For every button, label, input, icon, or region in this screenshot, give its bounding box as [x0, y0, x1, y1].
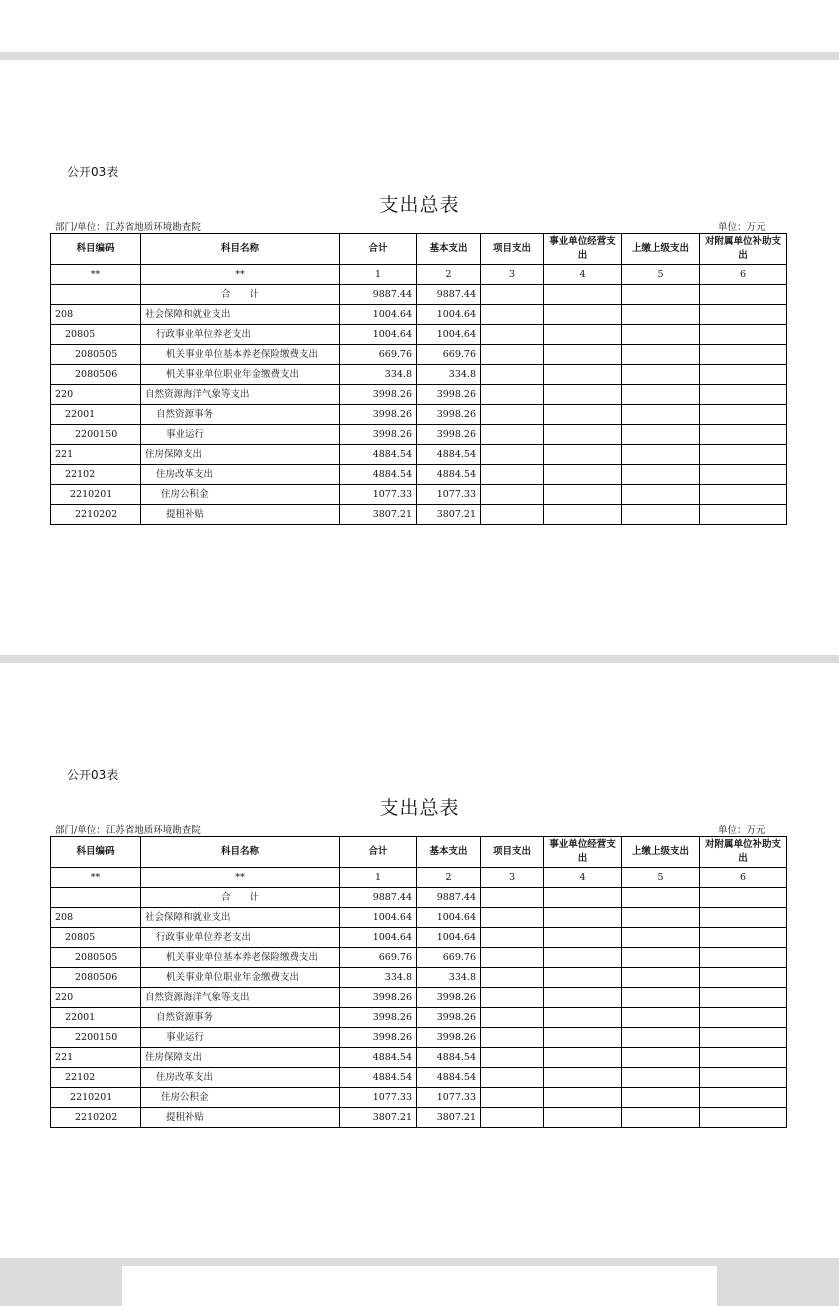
- table-row: [51, 465, 787, 485]
- code-cell: 2210201: [51, 485, 141, 505]
- code-cell: 2210202: [51, 1108, 141, 1128]
- table-row: [51, 908, 787, 928]
- code-cell: 221: [51, 1048, 141, 1068]
- department-label: 部门/单位：江苏省地质环境勘查院: [55, 222, 201, 233]
- empty-cell: [700, 305, 787, 325]
- page-title: 支出总表: [379, 797, 460, 819]
- empty-cell: [700, 1088, 787, 1108]
- form-label: 公开03表: [67, 768, 119, 782]
- total-cell: 9887.44: [340, 285, 417, 305]
- empty-cell: [544, 1008, 622, 1028]
- basic-cell: 3998.26: [417, 1008, 481, 1028]
- header-cell: 事业单位经营支出: [544, 234, 622, 265]
- name-cell: 住房保障支出: [141, 1048, 340, 1068]
- index-cell: 2: [417, 265, 481, 285]
- basic-cell: 334.8: [417, 968, 481, 988]
- document-page-2: [0, 663, 839, 1258]
- total-cell: 669.76: [340, 345, 417, 365]
- empty-cell: [544, 948, 622, 968]
- total-cell: 3807.21: [340, 505, 417, 525]
- empty-cell: [481, 928, 544, 948]
- empty-cell: [622, 1068, 700, 1088]
- total-cell: 1004.64: [340, 305, 417, 325]
- total-cell: 4884.54: [340, 465, 417, 485]
- index-cell: 3: [481, 265, 544, 285]
- empty-cell: [700, 948, 787, 968]
- name-cell: 自然资源海洋气象等支出: [141, 385, 340, 405]
- name-cell: 事业运行: [141, 425, 340, 445]
- empty-cell: [622, 285, 700, 305]
- empty-cell: [544, 365, 622, 385]
- code-cell: [51, 285, 141, 305]
- document-page-1: [0, 60, 839, 655]
- index-cell: 1: [340, 868, 417, 888]
- header-cell: 上缴上级支出: [622, 837, 700, 868]
- name-cell: 提租补贴: [141, 1108, 340, 1128]
- basic-cell: 3998.26: [417, 425, 481, 445]
- table-row: [51, 385, 787, 405]
- table-row: [51, 1048, 787, 1068]
- basic-cell: 9887.44: [417, 888, 481, 908]
- page-next: [122, 1266, 717, 1306]
- empty-cell: [544, 505, 622, 525]
- empty-cell: [544, 1108, 622, 1128]
- name-cell: 机关事业单位职业年金缴费支出: [141, 365, 340, 385]
- total-cell: 4884.54: [340, 1068, 417, 1088]
- name-cell: 自然资源事务: [141, 405, 340, 425]
- table-body: [51, 265, 787, 525]
- empty-cell: [622, 365, 700, 385]
- name-cell: 住房公积金: [141, 1088, 340, 1108]
- code-cell: 2200150: [51, 1028, 141, 1048]
- total-cell: 334.8: [340, 365, 417, 385]
- index-cell: 5: [622, 265, 700, 285]
- basic-cell: 3998.26: [417, 988, 481, 1008]
- empty-cell: [622, 425, 700, 445]
- table-row: [51, 485, 787, 505]
- empty-cell: [700, 385, 787, 405]
- code-cell: 2210202: [51, 505, 141, 525]
- empty-cell: [700, 1008, 787, 1028]
- header-cell: 事业单位经营支出: [544, 837, 622, 868]
- basic-cell: 334.8: [417, 365, 481, 385]
- total-cell: 3998.26: [340, 1008, 417, 1028]
- header-cell: 科目名称: [141, 234, 340, 265]
- index-cell: 6: [700, 265, 787, 285]
- total-cell: 3998.26: [340, 1028, 417, 1048]
- expenditure-table: [50, 233, 787, 525]
- total-cell: 669.76: [340, 948, 417, 968]
- header-cell: 科目编码: [51, 234, 141, 265]
- empty-cell: [700, 485, 787, 505]
- header-cell: 对附属单位补助支出: [700, 837, 787, 868]
- table-row: [51, 325, 787, 345]
- basic-cell: 4884.54: [417, 1068, 481, 1088]
- empty-cell: [481, 325, 544, 345]
- total-cell: 1004.64: [340, 325, 417, 345]
- name-cell: 住房改革支出: [141, 1068, 340, 1088]
- name-cell: 提租补贴: [141, 505, 340, 525]
- empty-cell: [622, 1108, 700, 1128]
- empty-cell: [622, 928, 700, 948]
- total-cell: 4884.54: [340, 445, 417, 465]
- empty-cell: [700, 908, 787, 928]
- total-cell: 3998.26: [340, 988, 417, 1008]
- empty-cell: [622, 1048, 700, 1068]
- empty-cell: [481, 988, 544, 1008]
- name-cell: 机关事业单位基本养老保险缴费支出: [141, 948, 340, 968]
- basic-cell: 1004.64: [417, 305, 481, 325]
- empty-cell: [700, 445, 787, 465]
- total-row: [51, 285, 787, 305]
- empty-cell: [481, 445, 544, 465]
- header-cell: 合计: [340, 837, 417, 868]
- expenditure-table: [50, 836, 787, 1128]
- basic-cell: 1004.64: [417, 325, 481, 345]
- empty-cell: [481, 1088, 544, 1108]
- table-row: [51, 1108, 787, 1128]
- total-cell: 9887.44: [340, 888, 417, 908]
- empty-cell: [622, 405, 700, 425]
- empty-cell: [481, 1008, 544, 1028]
- index-cell: 5: [622, 868, 700, 888]
- empty-cell: [481, 365, 544, 385]
- table-row: [51, 1068, 787, 1088]
- department-label: 部门/单位：江苏省地质环境勘查院: [55, 825, 201, 836]
- table-row: [51, 1008, 787, 1028]
- empty-cell: [481, 968, 544, 988]
- table-row: [51, 1088, 787, 1108]
- name-cell: 自然资源事务: [141, 1008, 340, 1028]
- empty-cell: [544, 485, 622, 505]
- empty-cell: [481, 888, 544, 908]
- table-row: [51, 948, 787, 968]
- basic-cell: 4884.54: [417, 465, 481, 485]
- index-row: [51, 868, 787, 888]
- empty-cell: [544, 1028, 622, 1048]
- empty-cell: [481, 505, 544, 525]
- name-cell: 机关事业单位基本养老保险缴费支出: [141, 345, 340, 365]
- name-cell: 行政事业单位养老支出: [141, 325, 340, 345]
- empty-cell: [622, 345, 700, 365]
- code-cell: 2080505: [51, 948, 141, 968]
- basic-cell: 4884.54: [417, 1048, 481, 1068]
- total-label-cell: 合 计: [141, 285, 340, 305]
- empty-cell: [544, 1068, 622, 1088]
- empty-cell: [481, 285, 544, 305]
- header-cell: 基本支出: [417, 837, 481, 868]
- empty-cell: [481, 385, 544, 405]
- basic-cell: 1077.33: [417, 485, 481, 505]
- empty-cell: [622, 465, 700, 485]
- empty-cell: [700, 888, 787, 908]
- unit-label: 单位：万元: [718, 825, 766, 836]
- table-row: [51, 968, 787, 988]
- empty-cell: [622, 485, 700, 505]
- empty-cell: [544, 325, 622, 345]
- empty-cell: [481, 1048, 544, 1068]
- basic-cell: 1004.64: [417, 928, 481, 948]
- empty-cell: [700, 465, 787, 485]
- basic-cell: 4884.54: [417, 445, 481, 465]
- empty-cell: [481, 465, 544, 485]
- empty-cell: [544, 988, 622, 1008]
- empty-cell: [544, 405, 622, 425]
- empty-cell: [622, 1008, 700, 1028]
- empty-cell: [622, 325, 700, 345]
- empty-cell: [622, 888, 700, 908]
- code-cell: 220: [51, 988, 141, 1008]
- name-cell: 行政事业单位养老支出: [141, 928, 340, 948]
- table-row: [51, 365, 787, 385]
- header-cell: 科目编码: [51, 837, 141, 868]
- header-cell: 上缴上级支出: [622, 234, 700, 265]
- empty-cell: [700, 988, 787, 1008]
- empty-cell: [622, 305, 700, 325]
- code-cell: [51, 888, 141, 908]
- name-cell: 住房公积金: [141, 485, 340, 505]
- total-cell: 1004.64: [340, 928, 417, 948]
- name-cell: 自然资源海洋气象等支出: [141, 988, 340, 1008]
- index-cell: **: [51, 265, 141, 285]
- empty-cell: [481, 1028, 544, 1048]
- empty-cell: [544, 445, 622, 465]
- name-cell: 住房改革支出: [141, 465, 340, 485]
- empty-cell: [700, 425, 787, 445]
- basic-cell: 1004.64: [417, 908, 481, 928]
- header-cell: 项目支出: [481, 837, 544, 868]
- index-row: [51, 265, 787, 285]
- empty-cell: [622, 948, 700, 968]
- empty-cell: [481, 345, 544, 365]
- empty-cell: [622, 505, 700, 525]
- index-cell: 3: [481, 868, 544, 888]
- empty-cell: [622, 968, 700, 988]
- name-cell: 机关事业单位职业年金缴费支出: [141, 968, 340, 988]
- header-row: [51, 837, 787, 868]
- empty-cell: [544, 1048, 622, 1068]
- code-cell: 221: [51, 445, 141, 465]
- total-cell: 1077.33: [340, 485, 417, 505]
- basic-cell: 669.76: [417, 948, 481, 968]
- total-cell: 1004.64: [340, 908, 417, 928]
- empty-cell: [481, 425, 544, 445]
- total-cell: 4884.54: [340, 1048, 417, 1068]
- unit-label: 单位：万元: [718, 222, 766, 233]
- total-cell: 1077.33: [340, 1088, 417, 1108]
- empty-cell: [700, 928, 787, 948]
- empty-cell: [544, 465, 622, 485]
- table-row: [51, 928, 787, 948]
- index-cell: **: [141, 265, 340, 285]
- name-cell: 事业运行: [141, 1028, 340, 1048]
- code-cell: 2200150: [51, 425, 141, 445]
- table-row: [51, 505, 787, 525]
- code-cell: 208: [51, 908, 141, 928]
- empty-cell: [700, 405, 787, 425]
- basic-cell: 3807.21: [417, 1108, 481, 1128]
- index-cell: 4: [544, 868, 622, 888]
- index-cell: 1: [340, 265, 417, 285]
- empty-cell: [544, 968, 622, 988]
- empty-cell: [700, 1048, 787, 1068]
- basic-cell: 3807.21: [417, 505, 481, 525]
- empty-cell: [544, 1088, 622, 1108]
- empty-cell: [544, 305, 622, 325]
- total-row: [51, 888, 787, 908]
- empty-cell: [481, 485, 544, 505]
- empty-cell: [544, 345, 622, 365]
- index-cell: 2: [417, 868, 481, 888]
- empty-cell: [700, 968, 787, 988]
- page-previous: [0, 0, 839, 52]
- index-cell: 6: [700, 868, 787, 888]
- empty-cell: [700, 345, 787, 365]
- header-cell: 项目支出: [481, 234, 544, 265]
- empty-cell: [700, 325, 787, 345]
- table-row: [51, 445, 787, 465]
- basic-cell: 9887.44: [417, 285, 481, 305]
- basic-cell: 3998.26: [417, 405, 481, 425]
- empty-cell: [700, 285, 787, 305]
- empty-cell: [622, 1028, 700, 1048]
- name-cell: 社会保障和就业支出: [141, 908, 340, 928]
- code-cell: 22001: [51, 1008, 141, 1028]
- empty-cell: [544, 908, 622, 928]
- empty-cell: [700, 1028, 787, 1048]
- table-row: [51, 305, 787, 325]
- empty-cell: [700, 505, 787, 525]
- empty-cell: [700, 365, 787, 385]
- total-cell: 334.8: [340, 968, 417, 988]
- name-cell: 社会保障和就业支出: [141, 305, 340, 325]
- basic-cell: 669.76: [417, 345, 481, 365]
- table-row: [51, 425, 787, 445]
- code-cell: 208: [51, 305, 141, 325]
- empty-cell: [481, 1068, 544, 1088]
- index-cell: 4: [544, 265, 622, 285]
- table-row: [51, 1028, 787, 1048]
- table-body: [51, 868, 787, 1128]
- code-cell: 22001: [51, 405, 141, 425]
- empty-cell: [700, 1068, 787, 1088]
- empty-cell: [700, 1108, 787, 1128]
- header-cell: 合计: [340, 234, 417, 265]
- code-cell: 22102: [51, 1068, 141, 1088]
- empty-cell: [544, 928, 622, 948]
- code-cell: 2080506: [51, 365, 141, 385]
- total-label-cell: 合 计: [141, 888, 340, 908]
- total-cell: 3998.26: [340, 385, 417, 405]
- header-cell: 对附属单位补助支出: [700, 234, 787, 265]
- basic-cell: 1077.33: [417, 1088, 481, 1108]
- total-cell: 3998.26: [340, 405, 417, 425]
- header-cell: 基本支出: [417, 234, 481, 265]
- empty-cell: [544, 425, 622, 445]
- empty-cell: [544, 385, 622, 405]
- header-row: [51, 234, 787, 265]
- empty-cell: [622, 988, 700, 1008]
- code-cell: 2080505: [51, 345, 141, 365]
- empty-cell: [622, 445, 700, 465]
- form-label: 公开03表: [67, 165, 119, 179]
- table-row: [51, 345, 787, 365]
- empty-cell: [544, 888, 622, 908]
- index-cell: **: [141, 868, 340, 888]
- code-cell: 220: [51, 385, 141, 405]
- table-row: [51, 988, 787, 1008]
- code-cell: 2210201: [51, 1088, 141, 1108]
- code-cell: 20805: [51, 325, 141, 345]
- index-cell: **: [51, 868, 141, 888]
- code-cell: 22102: [51, 465, 141, 485]
- header-cell: 科目名称: [141, 837, 340, 868]
- code-cell: 2080506: [51, 968, 141, 988]
- basic-cell: 3998.26: [417, 1028, 481, 1048]
- empty-cell: [622, 1088, 700, 1108]
- empty-cell: [481, 908, 544, 928]
- total-cell: 3807.21: [340, 1108, 417, 1128]
- empty-cell: [481, 405, 544, 425]
- empty-cell: [622, 908, 700, 928]
- empty-cell: [481, 1108, 544, 1128]
- code-cell: 20805: [51, 928, 141, 948]
- table-row: [51, 405, 787, 425]
- empty-cell: [481, 948, 544, 968]
- empty-cell: [544, 285, 622, 305]
- basic-cell: 3998.26: [417, 385, 481, 405]
- name-cell: 住房保障支出: [141, 445, 340, 465]
- page-title: 支出总表: [379, 194, 460, 216]
- empty-cell: [481, 305, 544, 325]
- empty-cell: [622, 385, 700, 405]
- total-cell: 3998.26: [340, 425, 417, 445]
